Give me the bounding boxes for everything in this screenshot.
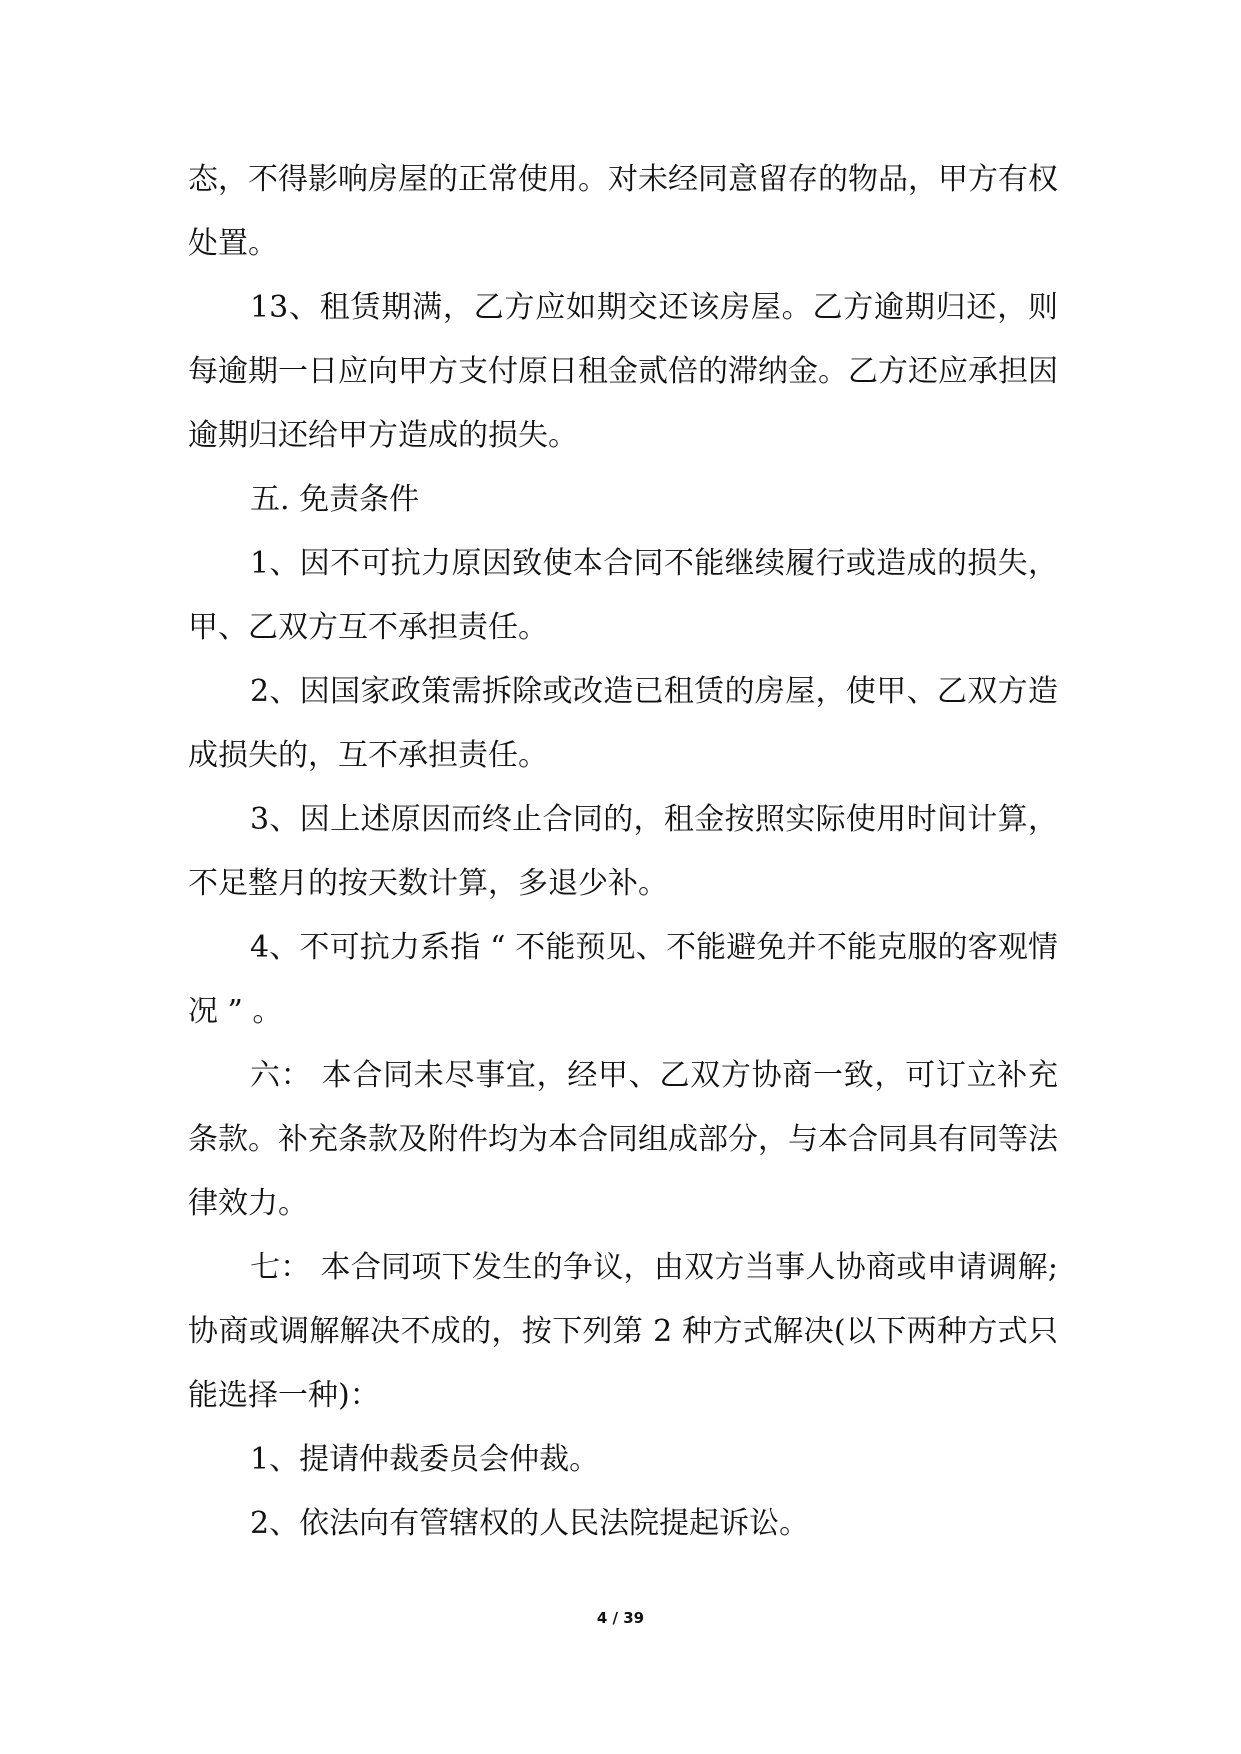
page-number: 4 / 39 <box>596 1609 645 1627</box>
paragraph-9: 七： 本合同项下发生的争议，由双方当事人协商或申请调解;协商或调解解决不成的，按下列第 2 种方式解决(以下两种方式只能选择一种)： <box>188 1250 1058 1413</box>
paragraph-6: 3、因上述原因而终止合同的，租金按照实际使用时间计算，不足整月的按天数计算，多退少补。 <box>188 802 1058 901</box>
paragraph-10: 1、提请仲裁委员会仲裁。 <box>250 1442 600 1477</box>
paragraph-2: 13、租赁期满，乙方应如期交还该房屋。乙方逾期归还，则每逾期一日应向甲方支付原日租金贰倍的滞纳金。乙方还应承担因逾期归还给甲方造成的损失。 <box>188 290 1058 453</box>
paragraph-4: 1、因不可抗力原因致使本合同不能继续履行或造成的损失，甲、乙双方互不承担责任。 <box>188 546 1058 645</box>
paragraph-1: 态，不得影响房屋的正常使用。对未经同意留存的物品，甲方有权处置。 <box>188 162 1058 261</box>
document-body <box>188 148 1058 1556</box>
paragraph-7: 4、不可抗力系指 “ 不能预见、不能避免并不能克服的客观情况 ” 。 <box>188 930 1058 1029</box>
section-heading-5: 五. 免责条件 <box>250 482 420 517</box>
paragraph-11: 2、依法向有管辖权的人民法院提起诉讼。 <box>250 1506 810 1541</box>
paragraph-8: 六： 本合同未尽事宜，经甲、乙双方协商一致，可订立补充条款。补充条款及附件均为本合同组成部分，与本合同具有同等法律效力。 <box>188 1058 1058 1221</box>
paragraph-5: 2、因国家政策需拆除或改造已租赁的房屋，使甲、乙双方造成损失的，互不承担责任。 <box>188 674 1058 773</box>
